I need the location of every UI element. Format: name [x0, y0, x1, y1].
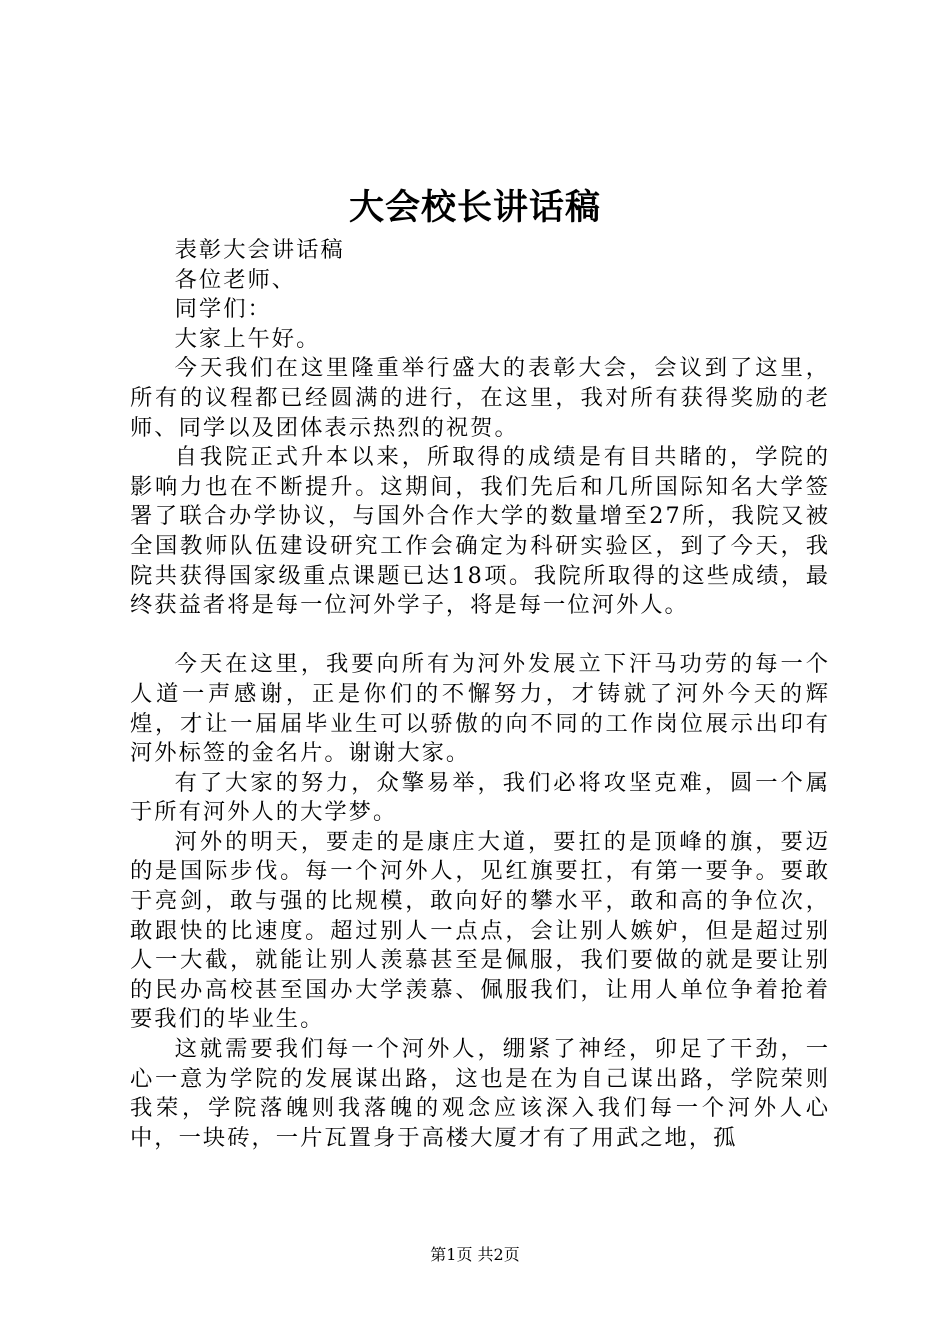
paragraph-heading: 表彰大会讲话稿 — [174, 237, 345, 263]
paragraph-congratulation: 今天我们在这里隆重举行盛大的表彰大会，会议到了这里，所有的议程都已经圆满的进行，在这里，我对所有获得奖励的老师、同学以及团体表示热烈的祝贺。 — [130, 355, 830, 441]
document-title: 大会校长讲话稿 — [348, 187, 601, 228]
document-body — [130, 236, 830, 1153]
paragraph-achievements: 自我院正式升本以来，所取得的成绩是有目共睹的，学院的影响力也在不断提升。这期间，我们先后和几所国际知名大学签署了联合办学协议，与国外合作大学的数量增至27所，我院又被全国教师队伍建设研究工作会确定为科研实验区，到了今天，我院共获得国家级重点课题已达18项。我院所取得的这些成绩，最终获益者将是每一位河外学子，将是每一位河外人。 — [130, 444, 830, 619]
paragraph-salutation-students: 同学们： — [174, 296, 272, 323]
paragraph-effort: 有了大家的努力，众擎易举，我们必将攻坚克难，圆一个属于所有河外人的大学梦。 — [130, 769, 830, 826]
page-footer: 第1页 共2页 — [430, 1245, 520, 1264]
paragraph-call-to-action: 这就需要我们每一个河外人，绷紧了神经，卯足了干劲，一心一意为学院的发展谋出路，这也是在为自己谋出路，学院荣则我荣，学院落魄则我落魄的观念应该深入我们每一个河外人心中，一块砖，一片瓦置身于高楼大厦才有了用武之地，孤 — [130, 1036, 830, 1151]
paragraph-thanks: 今天在这里，我要向所有为河外发展立下汗马功劳的每一个人道一声感谢，正是你们的不懈努力，才铸就了河外今天的辉煌，才让一届届毕业生可以骄傲的向不同的工作岗位展示出印有河外标签的金名片。谢谢大家。 — [130, 651, 830, 767]
paragraph-salutation-teachers: 各位老师、 — [174, 266, 297, 293]
paragraph-future: 河外的明天，要走的是康庄大道，要扛的是顶峰的旗，要迈的是国际步伐。每一个河外人，见红旗要扛，有第一要争。要敢于亮剑，敢与强的比规模，敢向好的攀水平，敢和高的争位次，敢跟快的比速度。超过别人一点点，会让别人嫉妒，但是超过别人一大截，就能让别人羡慕甚至是佩服，我们要做的就是要让别的民办高校甚至国办大学羡慕、佩服我们，让用人单位争着抢着要我们的毕业生。 — [130, 828, 830, 1033]
paragraph-greeting: 大家上午好。 — [174, 325, 321, 352]
